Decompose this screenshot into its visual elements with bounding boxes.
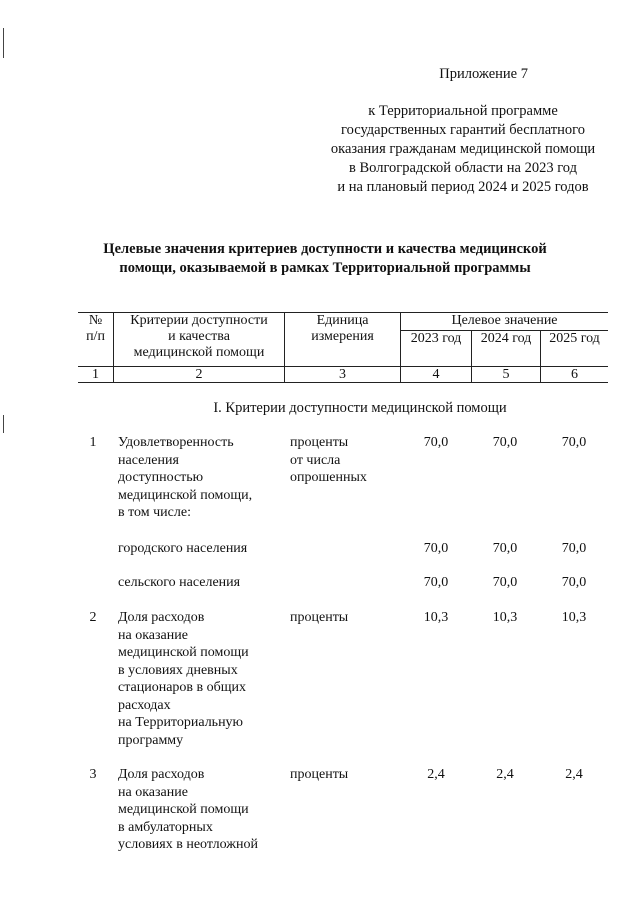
value-2025: 2,4 — [565, 767, 583, 782]
criteria-line: доступностью — [118, 470, 204, 485]
header-num-line: № — [88, 313, 103, 328]
header-year-2024: 2024 год — [480, 331, 532, 346]
addressee-line: государственных гарантий бесплатного — [341, 122, 585, 138]
criteria-line: городского населения — [118, 541, 248, 556]
criteria-line: Удовлетворенность — [118, 435, 234, 450]
row-unit — [290, 766, 400, 784]
title-line: Целевые значения критериев доступности и качества медицинской — [103, 241, 547, 257]
header-year-2023: 2023 год — [410, 331, 462, 346]
criteria-line: на оказание — [118, 627, 188, 643]
criteria-line: Доля расходов — [118, 610, 205, 625]
row-criteria — [118, 609, 288, 749]
header-criteria — [114, 313, 284, 361]
value-2024: 10,3 — [492, 610, 518, 625]
value-2023: 10,3 — [423, 610, 449, 625]
criteria-line: медицинской помощи — [118, 645, 249, 660]
header-unit — [285, 313, 400, 345]
row-number: 3 — [89, 767, 97, 782]
header-criteria-line: медицинской помощи — [133, 345, 265, 360]
value-2025: 70,0 — [561, 575, 587, 590]
column-number: 6 — [571, 367, 578, 382]
row-criteria — [118, 766, 288, 854]
value-2024: 70,0 — [492, 435, 518, 450]
value-2024: 70,0 — [492, 575, 518, 590]
addressee-line: оказания гражданам медицинской помощи — [330, 141, 596, 157]
criteria-line: в том числе: — [118, 505, 191, 520]
criteria-line: медицинской помощи, — [118, 487, 253, 503]
header-unit-line: измерения — [311, 329, 374, 344]
header-target-value: Целевое значение — [451, 313, 558, 328]
row-criteria — [118, 434, 288, 522]
appendix-number: Приложение 7 — [439, 66, 528, 82]
unit-line: опрошенных — [290, 470, 367, 485]
column-number: 5 — [502, 367, 510, 382]
table-header — [78, 312, 608, 384]
value-2025: 70,0 — [561, 435, 587, 450]
column-number: 3 — [339, 367, 346, 382]
value-2023: 70,0 — [423, 435, 449, 450]
section-title: I. Критерии доступности медицинской помощи — [213, 400, 507, 416]
value-2025: 70,0 — [561, 541, 587, 556]
header-num — [78, 313, 113, 345]
criteria-line: стационаров в общих — [118, 680, 247, 695]
page-edge-mark — [3, 415, 4, 433]
column-number: 4 — [432, 367, 440, 382]
document-title — [60, 240, 590, 278]
unit-line: проценты — [290, 610, 349, 625]
header-criteria-line: Критерии доступности — [130, 313, 268, 328]
header-criteria-line: и качества — [168, 329, 230, 344]
row-unit — [290, 609, 400, 627]
criteria-line: сельского населения — [118, 575, 241, 590]
value-2025: 10,3 — [561, 610, 587, 625]
addressee-line: в Волгоградской области на 2023 год — [349, 160, 577, 176]
value-2024: 70,0 — [492, 541, 518, 556]
page-edge-mark — [3, 28, 4, 58]
criteria-line: населения — [118, 452, 179, 468]
value-2023: 70,0 — [423, 575, 449, 590]
row-number: 1 — [89, 435, 97, 450]
criteria-line: медицинской помощи — [118, 802, 249, 817]
criteria-line: Доля расходов — [118, 767, 205, 782]
unit-line: от числа — [290, 452, 341, 468]
header-unit-line: Единица — [316, 313, 369, 328]
header-num-line: п/п — [86, 329, 105, 344]
addressee-line: к Территориальной программе — [368, 103, 558, 119]
addressee-line: и на плановый период 2024 и 2025 годов — [337, 179, 589, 195]
criteria-line: программу — [118, 732, 184, 748]
value-2024: 2,4 — [496, 767, 514, 782]
criteria-line: в амбулаторных — [118, 819, 213, 835]
criteria-line: на Территориальную — [118, 715, 244, 730]
unit-line: проценты — [290, 767, 349, 782]
criteria-line: расходах — [118, 697, 171, 713]
criteria-line: условиях в неотложной — [118, 837, 258, 852]
row-unit — [290, 434, 400, 487]
row-criteria — [118, 574, 288, 592]
header-year-2025: 2025 год — [549, 331, 600, 346]
value-2023: 70,0 — [423, 541, 449, 556]
criteria-line: на оказание — [118, 784, 188, 800]
appendix-addressee — [318, 102, 608, 197]
title-line: помощи, оказываемой в рамках Территориальной программы — [119, 260, 531, 276]
column-number: 2 — [195, 367, 203, 382]
row-criteria — [118, 540, 288, 558]
unit-line: проценты — [290, 435, 349, 450]
criteria-line: в условиях дневных — [118, 662, 238, 678]
value-2023: 2,4 — [427, 767, 445, 782]
row-number: 2 — [89, 610, 97, 625]
column-number: 1 — [92, 367, 99, 382]
